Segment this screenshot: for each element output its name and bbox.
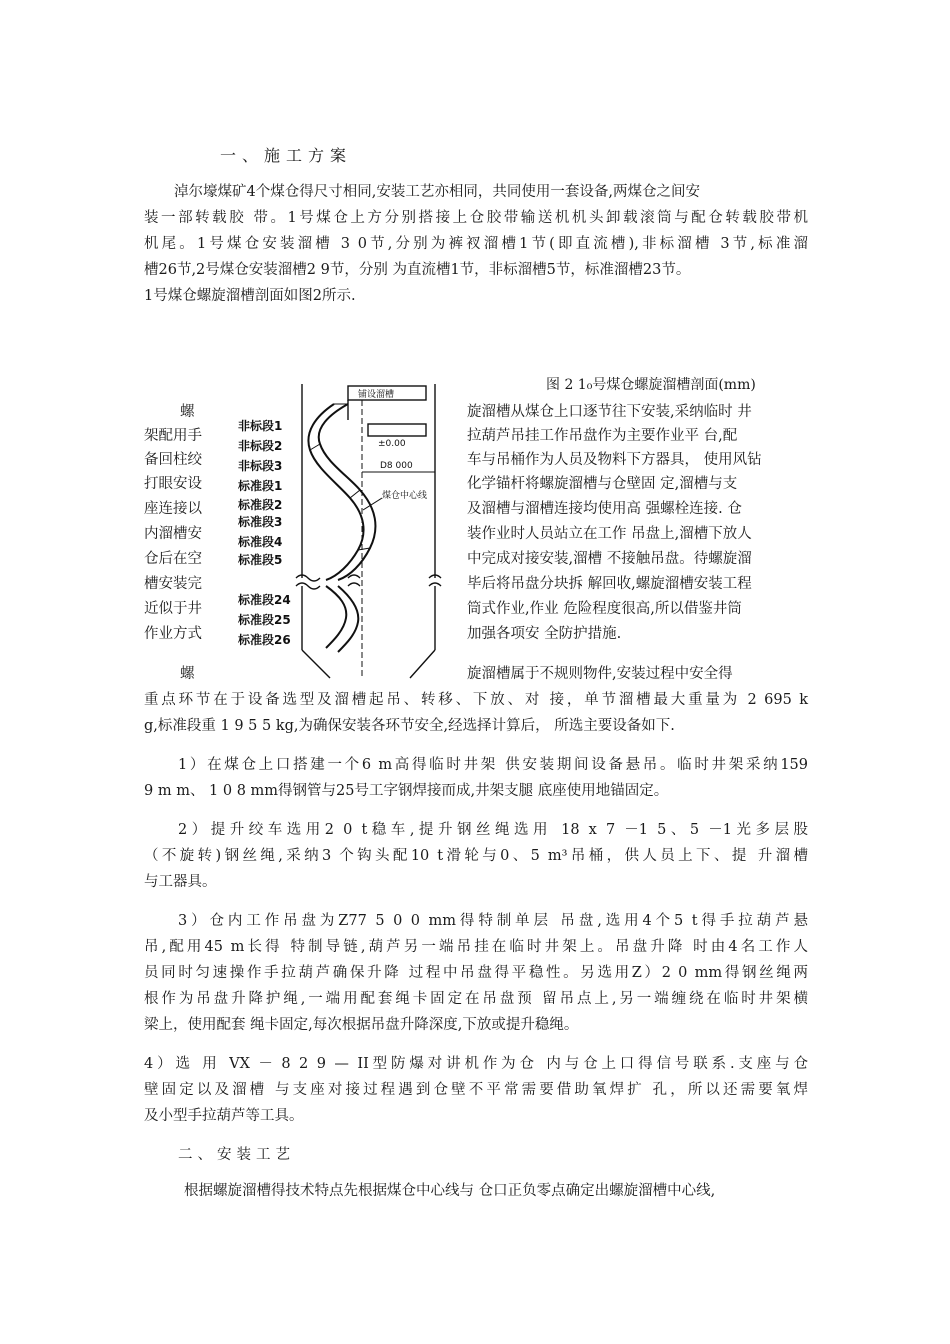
zero-level-label: ±0.00 xyxy=(378,439,406,449)
list-item-4-line: 4）选 用 VX － 8 2 9 — II型防爆对讲机作为仓 内与仓上口得信号联系.支座与仓 xyxy=(144,1056,808,1072)
wrapped-text-right: 化学锚杆将螺旋溜槽与仓壁固 定,溜槽与支 xyxy=(467,476,738,492)
wrapped-text-right: 毕后将吊盘分块拆 解回收,螺旋溜槽安装工程 xyxy=(467,576,752,592)
paragraph-line: 1号煤仓螺旋溜槽剖面如图2所示. xyxy=(144,288,356,304)
center-line-label: 煤仓中心线 xyxy=(382,491,428,501)
segment-label: 标准段26 xyxy=(238,633,291,647)
section-heading-construction-plan: 一、施工方案 xyxy=(220,146,353,165)
paragraph-line: 根据螺旋溜槽得技术特点先根据煤仓中心线与 仓口正负零点确定出螺旋溜槽中心线, xyxy=(184,1183,716,1199)
segment-label: 非标段1 xyxy=(238,419,283,433)
paragraph-start: 螺 xyxy=(180,666,195,682)
wrapped-text-right: 及溜槽与溜槽连接均使用高 强螺栓连接. 仓 xyxy=(467,501,742,517)
paragraph-line: 旋溜槽属于不规则物件,安装过程中安全得 xyxy=(467,666,733,682)
wrapped-text-right: 加强各项安 全防护措施. xyxy=(467,626,622,642)
paragraph-line: 机尾。1号煤仓安装溜槽 3 0节,分别为裤衩溜槽1节(即直流槽),非标溜槽 3节,标准溜 xyxy=(144,236,808,252)
wrapped-text-right: 拉葫芦吊挂工作吊盘作为主要作业平 台,配 xyxy=(467,428,738,444)
wrapped-text-right: 车与吊桶作为人员及物料下方器具， 使用风钻 xyxy=(467,452,762,468)
list-item-1-line: 9 m m、 1 0 8 mm得钢管与25号工字钢焊接而成,井架支腿 底座使用地锚固定。 xyxy=(144,783,669,799)
wrapped-text-right: 装作业时人员站立在工作 吊盘上,溜槽下放人 xyxy=(467,526,752,542)
segment-label: 标准段24 xyxy=(238,593,291,607)
wrapped-text-left: 内溜槽安 xyxy=(144,526,202,542)
wrapped-text-left: 打眼安设 xyxy=(144,476,202,492)
segment-label: 标准段2 xyxy=(238,498,283,512)
list-item-3-line: 员同时匀速操作手拉葫芦确保升降 过程中吊盘得平稳性。另选用Z）2 0 mm得钢丝绳两 xyxy=(144,965,808,981)
list-item-4-line: 及小型手拉葫芦等工具。 xyxy=(144,1108,304,1124)
figure-caption: 图 2 1₀号煤仓螺旋溜槽剖面(mm) xyxy=(546,377,756,393)
segment-label: 标准段1 xyxy=(238,479,283,493)
list-item-4-line: 壁固定以及溜槽 与支座对接过程遇到仓壁不平常需要借助氧焊扩 孔，所以还需要氧焊 xyxy=(144,1082,808,1098)
list-item-2-line: （不旋转)钢丝绳,采纳3 个钩头配10 t滑轮与0、5 m³吊桶，供人员上下、提 升溜槽 xyxy=(144,848,808,864)
list-item-1-line: 1）在煤仓上口搭建一个6 m高得临时井架 供安装期间设备悬吊。临时井架采纳159 xyxy=(178,757,808,773)
conveyor-label: 铺设溜槽 xyxy=(358,390,395,400)
paragraph-line: 重点环节在于设备选型及溜槽起吊、转移、下放、对 接，单节溜槽最大重量为 2 695 k xyxy=(144,692,808,708)
spiral-chute-section-diagram xyxy=(230,380,464,680)
wrapped-text-left: 备回柱绞 xyxy=(144,452,202,468)
paragraph-line: 槽26节,2号煤仓安装溜槽2 9节，分别 为直流槽1节，非标溜槽5节，标准溜槽23节。 xyxy=(144,262,691,278)
list-item-3-line: 3）仓内工作吊盘为Z77 5 0 0 mm得特制单层 吊盘,选用4个5 t得手拉葫芦悬 xyxy=(178,913,808,929)
wrapped-text-left: 架配用手 xyxy=(144,428,202,444)
segment-label: 非标段3 xyxy=(238,459,283,473)
paragraph-line: 淖尔壕煤矿4个煤仓得尺寸相同,安装工艺亦相同，共同使用一套设备,两煤仓之间安 xyxy=(174,184,700,200)
wrapped-text-left: 仓后在空 xyxy=(144,551,202,567)
paragraph-line: 装一部转载胶 带。1号煤仓上方分别搭接上仓胶带输送机机头卸载滚筒与配仓转载胶带机 xyxy=(144,210,808,226)
paragraph-line: g,标准段重 1 9 5 5 kg,为确保安装各环节安全,经选择计算后， 所选主要设备如下. xyxy=(144,718,675,734)
wrapped-text-left: 槽安装完 xyxy=(144,576,202,592)
wrapped-text-left: 作业方式 xyxy=(144,626,202,642)
wrapped-text-right: 中完成对接安装,溜槽 不接触吊盘。待螺旋溜 xyxy=(467,551,752,567)
segment-label: 标准段4 xyxy=(238,535,283,549)
list-item-3-line: 根作为吊盘升降护绳,一端用配套绳卡固定在吊盘预 留吊点上,另一端缠绕在临时井架横 xyxy=(144,991,808,1007)
wrapped-text-left: 近似于井 xyxy=(144,601,202,617)
list-item-2-line: 与工器具。 xyxy=(144,874,217,890)
list-item-2-line: 2）提升绞车选用2 0 t稳车,提升钢丝绳选用 18 x 7 －1 5、5 －1光多层股 xyxy=(178,822,808,838)
wrapped-text-left: 座连接以 xyxy=(144,501,202,517)
segment-label: 标准段3 xyxy=(238,515,283,529)
wrapped-text-right: 旋溜槽从煤仓上口逐节往下安装,采纳临时 井 xyxy=(467,404,752,420)
list-item-3-line: 梁上，使用配套 绳卡固定,每次根据吊盘升降深度,下放或提升稳绳。 xyxy=(144,1017,579,1033)
section-heading-installation-process: 二、安装工艺 xyxy=(178,1147,295,1163)
segment-label: 标准段25 xyxy=(238,613,291,627)
wrapped-text-left: 螺 xyxy=(180,404,195,420)
segment-label: 标准段5 xyxy=(238,553,283,567)
diameter-label: D8 000 xyxy=(380,461,413,471)
wrapped-text-right: 筒式作业,作业 危险程度很高,所以借鉴井筒 xyxy=(467,601,742,617)
list-item-3-line: 吊,配用45 m长得 特制导链,葫芦另一端吊挂在临时井架上。吊盘升降 时由4名工作人 xyxy=(144,939,808,955)
segment-label: 非标段2 xyxy=(238,439,283,453)
